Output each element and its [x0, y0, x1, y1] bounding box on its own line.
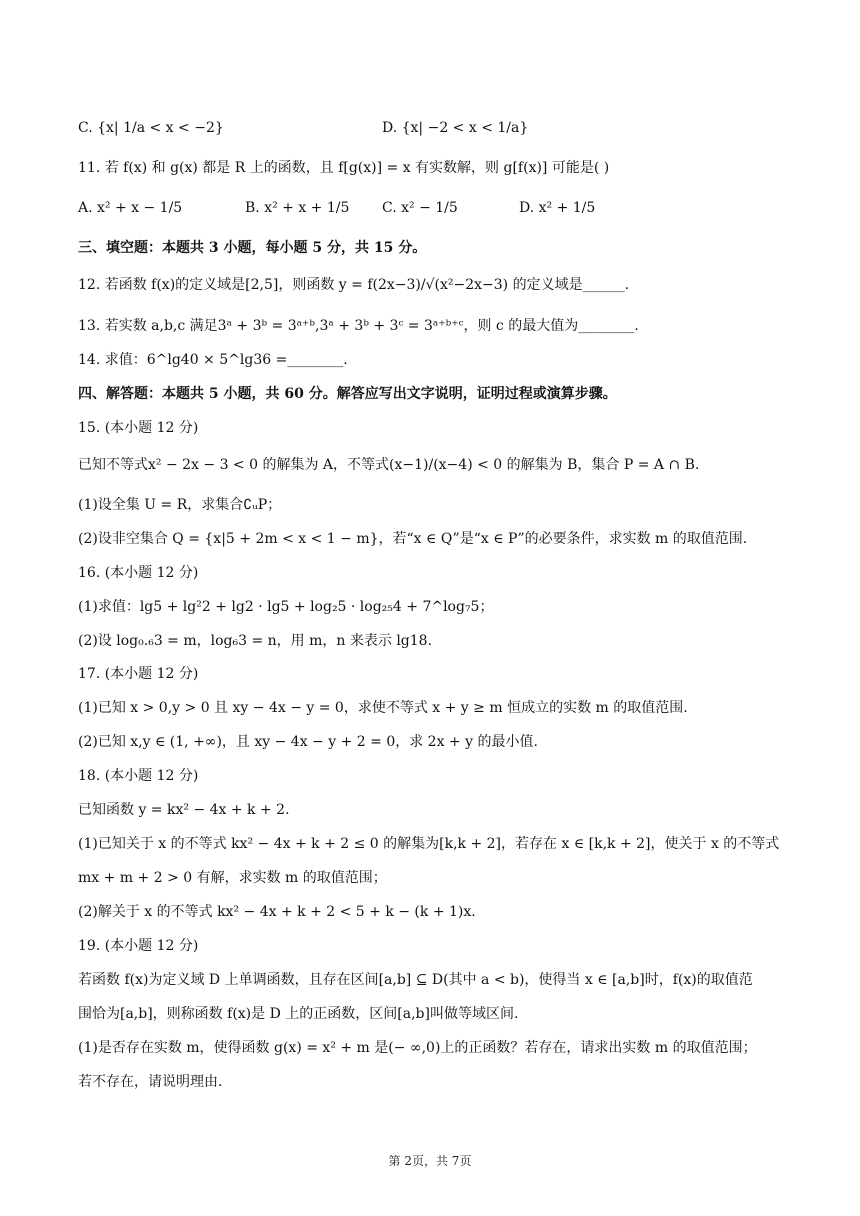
- q18-part-2: (2)解关于 x 的不等式 kx² − 4x + k + 2 < 5 + k − (k + 1)x.: [78, 904, 476, 920]
- q11-stem: 11. 若 f(x) 和 g(x) 都是 R 上的函数，且 f[g(x)] = x 有实数解，则 g[f(x)] 可能是( ): [78, 160, 610, 176]
- q11-option-c: C. x² − 1/5: [382, 200, 458, 216]
- q18-part-1-line-2: mx + m + 2 > 0 有解，求实数 m 的取值范围；: [78, 870, 387, 886]
- q11-option-d: D. x² + 1/5: [519, 200, 596, 216]
- section-4-heading: 四、解答题：本题共 5 小题，共 60 分。解答应写出文字说明，证明过程或演算步骤。: [78, 386, 617, 402]
- q15-stem: 已知不等式x² − 2x − 3 < 0 的解集为 A，不等式(x−1)/(x−4) < 0 的解集为 B，集合 P = A ∩ B.: [78, 457, 700, 473]
- q16-heading: 16. (本小题 12 分): [78, 565, 199, 581]
- q15-part-1: (1)设全集 U = R，求集合∁ᵤP；: [78, 497, 282, 513]
- q18-stem: 已知函数 y = kx² − 4x + k + 2.: [78, 802, 290, 818]
- q16-part-1: (1)求值：lg5 + lg²2 + lg2 · lg5 + log₂5 · log₂₅4 + 7^log₇5；: [78, 599, 494, 615]
- q15-part-2: (2)设非空集合 Q = {x|5 + 2m < x < 1 − m}，若“x ∈ Q”是“x ∈ P”的必要条件，求实数 m 的取值范围.: [78, 531, 748, 547]
- section-3-heading: 三、填空题：本题共 3 小题，每小题 5 分，共 15 分。: [78, 240, 427, 256]
- q14-text: 14. 求值：6^lg40 × 5^lg36 =________.: [78, 352, 348, 368]
- q19-stem-line-1: 若函数 f(x)为定义域 D 上单调函数，且存在区间[a,b] ⊆ D(其中 a < b)，使得当 x ∈ [a,b]时，f(x)的取值范: [78, 972, 753, 988]
- q17-heading: 17. (本小题 12 分): [78, 666, 199, 682]
- q11-option-b: B. x² + x + 1/5: [245, 200, 350, 216]
- q12-text: 12. 若函数 f(x)的定义域是[2,5]，则函数 y = f(2x−3)/√(x²−2x−3) 的定义域是______.: [78, 277, 630, 293]
- q19-part-1-line-2: 若不存在，请说明理由.: [78, 1074, 223, 1090]
- q19-part-1-line-1: (1)是否存在实数 m，使得函数 g(x) = x² + m 是(− ∞,0)上的正函数？若存在，请求出实数 m 的取值范围；: [78, 1040, 757, 1056]
- q15-heading: 15. (本小题 12 分): [78, 420, 199, 436]
- q13-text: 13. 若实数 a,b,c 满足3ᵃ + 3ᵇ = 3ᵃ⁺ᵇ,3ᵃ + 3ᵇ + 3ᶜ = 3ᵃ⁺ᵇ⁺ᶜ，则 c 的最大值为________.: [78, 318, 639, 334]
- page-number-footer: 第 2页，共 7页: [388, 1154, 472, 1168]
- q19-heading: 19. (本小题 12 分): [78, 938, 199, 954]
- q16-part-2: (2)设 log₀.₆3 = m，log₆3 = n，用 m，n 来表示 lg18.: [78, 633, 433, 649]
- q11-option-a: A. x² + x − 1/5: [78, 200, 183, 216]
- q19-stem-line-2: 围恰为[a,b]，则称函数 f(x)是 D 上的正函数，区间[a,b]叫做等域区间.: [78, 1006, 519, 1022]
- q18-part-1-line-1: (1)已知关于 x 的不等式 kx² − 4x + k + 2 ≤ 0 的解集为[k,k + 2]，若存在 x ∈ [k,k + 2]，使关于 x 的不等式: [78, 836, 780, 852]
- q10-option-d: D. {x| −2 < x < 1/a}: [382, 120, 529, 136]
- q17-part-2: (2)已知 x,y ∈ (1, +∞)，且 xy − 4x − y + 2 = 0，求 2x + y 的最小值.: [78, 734, 538, 750]
- q17-part-1: (1)已知 x > 0,y > 0 且 xy − 4x − y = 0，求使不等式 x + y ≥ m 恒成立的实数 m 的取值范围.: [78, 700, 688, 716]
- q18-heading: 18. (本小题 12 分): [78, 768, 199, 784]
- q10-option-c: C. {x| 1/a < x < −2}: [78, 120, 224, 136]
